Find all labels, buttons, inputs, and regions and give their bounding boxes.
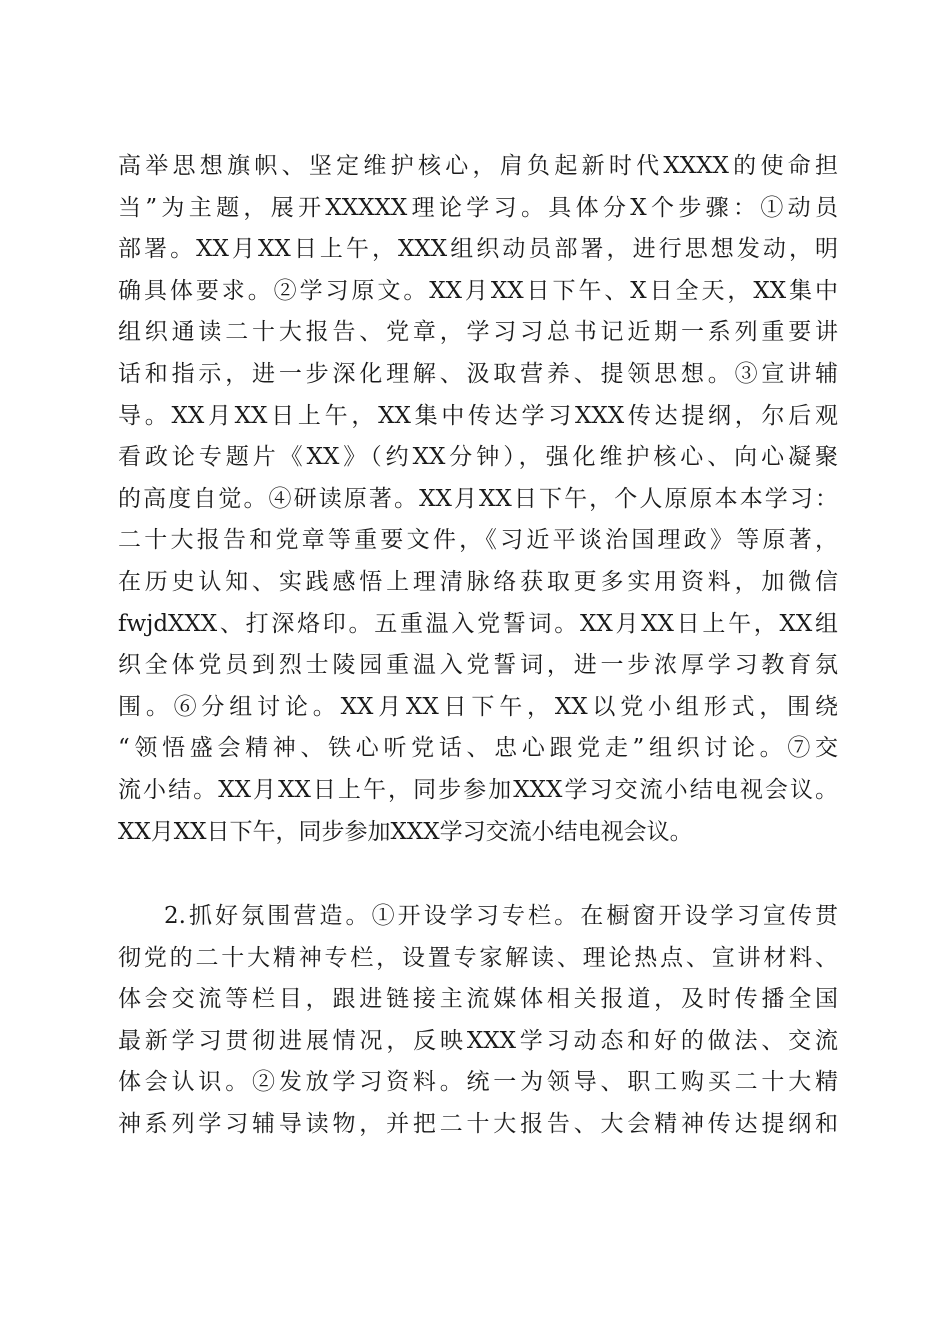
text-line: 围。⑥分组讨论。XX月XX日下午，XX以党小组形式，围绕 — [118, 693, 838, 720]
text-line: “领悟盛会精神、铁心听党话、忠心跟党走”组织讨论。⑦交 — [118, 735, 838, 762]
text-line: 体会认识。②发放学习资料。统一为领导、职工购买二十大精 — [118, 1069, 838, 1096]
text-line: 话和指示，进一步深化理解、汲取营养、提领思想。③宣讲辅 — [118, 360, 838, 387]
text-line: 当”为主题，展开XXXXX理论学习。具体分X个步骤：①动员 — [118, 194, 838, 221]
text-line: 部署。XX月XX日上午，XXX组织动员部署，进行思想发动，明 — [118, 236, 838, 263]
text-line: fwjdXXX、打深烙印。五重温入党誓词。XX月XX日上午，XX组 — [118, 610, 838, 637]
text-line: XX月XX日下午，同步参加XXX学习交流小结电视会议。 — [118, 818, 693, 845]
text-line: 组织通读二十大报告、党章，学习习总书记近期一系列重要讲 — [118, 319, 838, 346]
paragraph-2 — [118, 896, 838, 1146]
text-line: 在历史认知、实践感悟上理清脉络获取更多实用资料，加微信 — [118, 568, 838, 595]
text-line: 神系列学习辅导读物，并把二十大报告、大会精神传达提纲和 — [118, 1110, 838, 1137]
text-line: 流小结。XX月XX日上午，同步参加XXX学习交流小结电视会议。 — [118, 776, 838, 803]
text-line: 彻党的二十大精神专栏，设置专家解读、理论热点、宣讲材料、 — [118, 944, 838, 971]
text-line: 2.抓好氛围营造。①开设学习专栏。在橱窗开设学习宣传贯 — [164, 903, 838, 929]
text-line: 看政论专题片《XX》（约XX分钟），强化维护核心、向心凝聚 — [118, 444, 838, 471]
text-line: 确具体要求。②学习原文。XX月XX日下午、X日全天，XX集中 — [118, 277, 838, 304]
text-line: 高举思想旗帜、坚定维护核心，肩负起新时代XXXX的使命担 — [118, 153, 838, 179]
paragraph-1 — [118, 146, 838, 853]
text-line: 织全体党员到烈士陵园重温入党誓词，进一步浓厚学习教育氛 — [118, 652, 838, 679]
text-line: 二十大报告和党章等重要文件，《习近平谈治国理政》等原著， — [118, 527, 838, 554]
text-line: 的高度自觉。④研读原著。XX月XX日下午，个人原原本本学习： — [118, 485, 838, 512]
text-line: 最新学习贯彻进展情况，反映XXX学习动态和好的做法、交流 — [118, 1027, 838, 1054]
text-line: 导。XX月XX日上午，XX集中传达学习XXX传达提纲，尔后观 — [118, 402, 838, 429]
text-line: 体会交流等栏目，跟进链接主流媒体相关报道，及时传播全国 — [118, 986, 838, 1013]
